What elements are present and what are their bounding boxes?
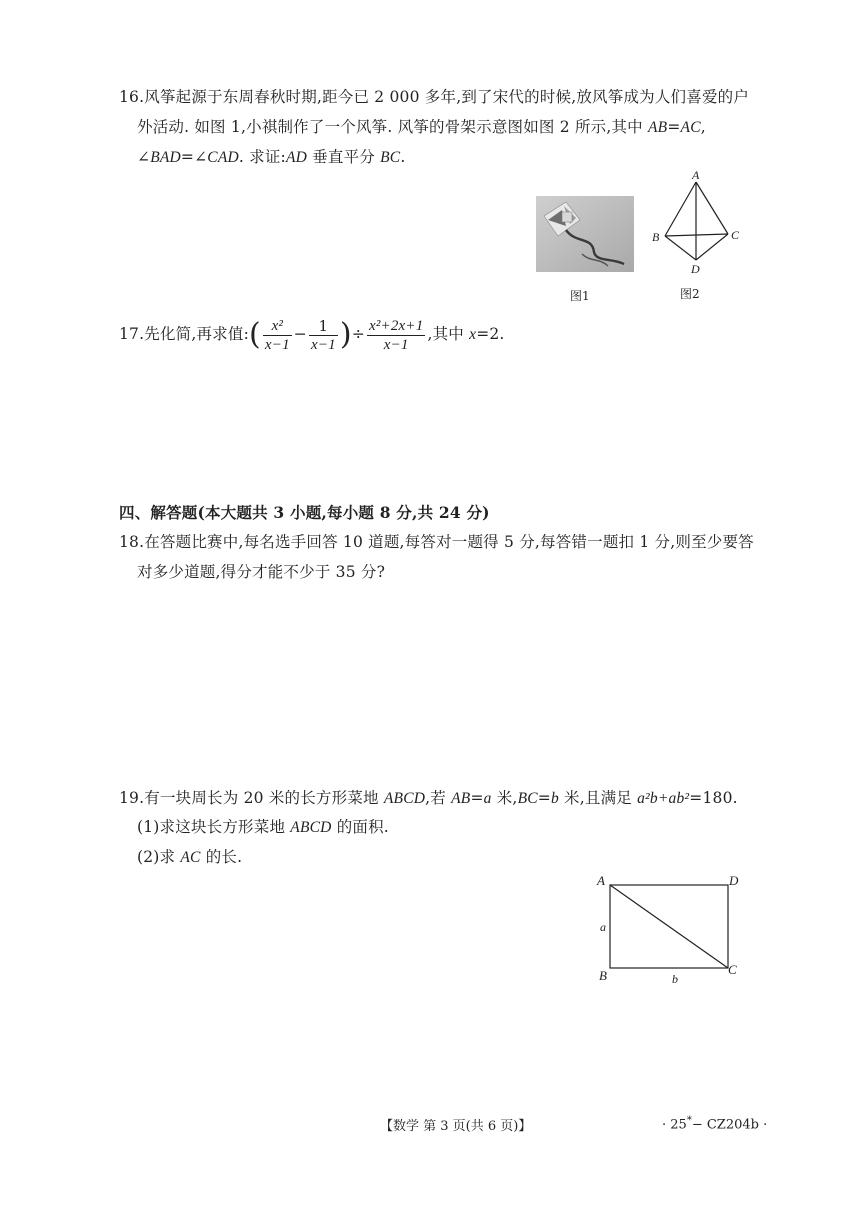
kite-photo-image xyxy=(536,196,634,272)
q17-open-paren: ( xyxy=(249,317,261,352)
q19-b: b xyxy=(550,790,559,807)
q16-prove: . 求证: xyxy=(238,148,286,166)
q16-eq: = xyxy=(667,118,681,136)
segment-cd xyxy=(696,234,728,260)
q17-x: x xyxy=(469,326,477,343)
q16-text: 外活动. 如图 1,小祺制作了一个风筝. 风筝的骨架示意图如图 2 所示,其中 xyxy=(137,118,648,136)
q17-f3-den: x−1 xyxy=(383,336,409,353)
q19-sub2-a: (2)求 xyxy=(137,848,181,866)
page-footer-right xyxy=(662,1115,767,1132)
segment-bd xyxy=(665,236,696,260)
q16-cad: CAD xyxy=(207,149,239,166)
q19-sub2-ac: AC xyxy=(180,849,201,866)
q19-eq3: =180. xyxy=(689,789,738,807)
rect-side-b: b xyxy=(672,972,678,986)
q16-line-2 xyxy=(137,116,706,139)
q18-line-1: 18.在答题比赛中,每名选手回答 10 道题,每答对一题得 5 分,每答错一题扣 1 分,则至少要答 xyxy=(119,533,754,551)
q19-a: a xyxy=(483,790,492,807)
q17-prefix: 17.先化简,再求值: xyxy=(119,325,249,343)
q17-line xyxy=(119,310,505,358)
q17-f1-num: x² xyxy=(263,317,292,336)
q17-f2-den: x−1 xyxy=(310,336,336,353)
q19-sub2-c: 的长. xyxy=(200,848,243,866)
q16-eq-angle: =∠ xyxy=(180,148,208,166)
q19-eq2: = xyxy=(537,789,551,807)
q19-expr: a²b+ab² xyxy=(637,790,690,807)
rect-label-d: D xyxy=(729,873,739,888)
segment-ab xyxy=(665,182,696,236)
fig2-label-b: B xyxy=(652,230,660,244)
q17-f2-num: 1 xyxy=(309,317,338,336)
kite-photo xyxy=(536,196,634,272)
q19-abcd: ABCD xyxy=(383,790,426,807)
q19-eq1: = xyxy=(470,789,484,807)
q19-text-k: 米,且满足 xyxy=(558,789,638,807)
fig2-label-a: A xyxy=(692,168,700,182)
fig2-label-c: C xyxy=(731,228,740,242)
q16-period: . xyxy=(400,148,406,166)
q19-text-c: ,若 xyxy=(425,789,452,807)
diagonal-ac xyxy=(610,885,728,968)
segment-ac xyxy=(696,182,728,234)
q17-close-paren: ) xyxy=(339,317,352,352)
kite-skeleton-svg xyxy=(648,168,748,276)
footer-code-a: · 25 xyxy=(662,1117,687,1133)
q17-div: ÷ xyxy=(351,325,365,343)
footer-code-b: − CZ204b · xyxy=(691,1117,768,1133)
q19-sub1-a: (1)求这块长方形菜地 xyxy=(137,818,291,836)
q17-fraction-1 xyxy=(263,317,292,354)
page-footer-center: 【数学 第 3 页(共 6 页)】 xyxy=(380,1119,532,1134)
q19-bc: BC xyxy=(517,790,538,807)
rectangle-svg xyxy=(600,876,740,976)
q16-comma: , xyxy=(700,118,706,136)
q16-line-1: 16.风筝起源于东周春秋时期,距今已 2 000 多年,到了宋代的时候,放风筝成为人们喜爱的户 xyxy=(119,88,750,106)
q16-angle-sign: ∠ xyxy=(137,148,151,166)
q19-sub1-abcd: ABCD xyxy=(290,819,332,836)
fig2-caption: 图2 xyxy=(680,287,700,301)
q16-line-3 xyxy=(137,146,405,169)
q19-sub-2 xyxy=(137,846,242,869)
q17-fraction-2 xyxy=(309,317,338,354)
q16-bc: BC xyxy=(380,149,401,166)
q17-fraction-3 xyxy=(367,317,425,354)
q17-suffix-c: =2. xyxy=(476,325,505,343)
q16-perp: 垂直平分 xyxy=(307,148,381,166)
q17-suffix-a: ,其中 xyxy=(427,325,470,343)
q16-ac: AC xyxy=(680,119,701,136)
q17-f1-den: x−1 xyxy=(264,336,290,353)
section-4-title: 四、解答题(本大题共 3 小题,每小题 8 分,共 24 分) xyxy=(119,503,490,522)
kite-skeleton-diagram xyxy=(648,168,748,276)
q17-minus: − xyxy=(293,325,307,343)
q19-sub1-c: 的面积. xyxy=(331,818,389,836)
q19-text-a: 19.有一块周长为 20 米的长方形菜地 xyxy=(119,789,384,807)
q16-ad: AD xyxy=(285,149,308,166)
rect-label-a: A xyxy=(597,873,605,888)
q16-ab: AB xyxy=(648,119,668,136)
fig1-caption: 图1 xyxy=(570,289,590,303)
q19-text-g: 米, xyxy=(491,789,518,807)
q16-bad: BAD xyxy=(150,149,181,166)
fig2-label-d: D xyxy=(691,262,700,276)
rectangle-diagram xyxy=(600,876,740,976)
rect-label-c: C xyxy=(728,962,737,977)
q18-line-2: 对多少道题,得分才能不少于 35 分? xyxy=(137,563,386,581)
rect-label-b: B xyxy=(599,968,607,983)
rect-side-a: a xyxy=(600,920,606,934)
q17-f3-num: x²+2x+1 xyxy=(368,317,424,334)
footer-code-sup: * xyxy=(686,1115,692,1126)
q19-sub-1 xyxy=(137,816,389,839)
q19-ab: AB xyxy=(451,790,471,807)
q19-line-1 xyxy=(119,787,738,810)
